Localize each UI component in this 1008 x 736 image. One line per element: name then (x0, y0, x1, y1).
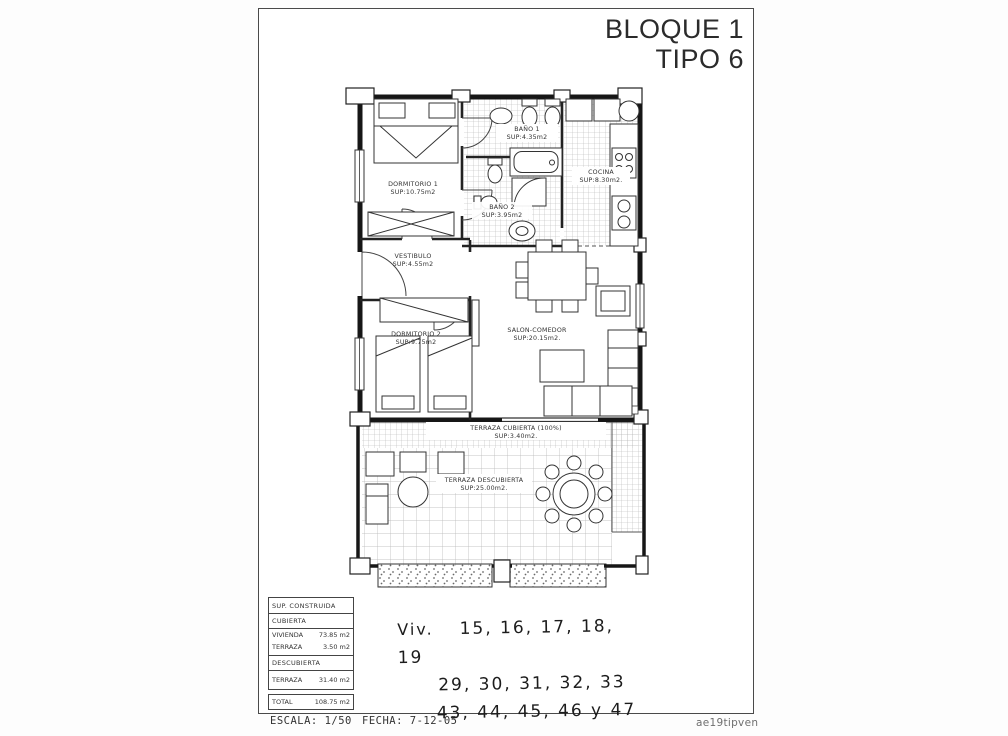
room-area-terraza-cubierta: SUP:3.40m2. (494, 433, 538, 440)
section-cubierta: CUBIERTA (269, 614, 353, 629)
table-total-row (268, 694, 354, 710)
room-label-bano1: BAÑO 1 (514, 126, 540, 133)
drawing-code: ae19tipven (696, 717, 759, 729)
room-area-dormitorio2: SUP:9.75m2 (395, 339, 437, 346)
notes-line-1: Viv. 15, 16, 17, 18, 19 (397, 616, 615, 669)
room-label-vestibulo: VESTIBULO (394, 253, 432, 260)
room-label-salon: SALON-COMEDOR (507, 327, 567, 334)
total-value: 108.75 m2 (314, 698, 350, 706)
row-label: VIVIENDA (272, 631, 304, 639)
bed-double-icon (374, 99, 458, 163)
section-descubierta: DESCUBIERTA (269, 656, 353, 671)
date-label: FECHA: 7-12-05 (362, 715, 458, 727)
room-label-dormitorio2: DORMITORIO 2 (391, 331, 441, 338)
row-label: TERRAZA (272, 643, 303, 651)
title-block (605, 14, 744, 74)
room-area-terraza-descubierta: SUP:25.00m2. (460, 485, 508, 492)
room-label-terraza-cubierta: TERRAZA CUBIERTA (100%) (470, 425, 562, 432)
total-label: TOTAL (272, 698, 293, 706)
room-area-vestibulo: SUP:4.55m2 (392, 261, 434, 268)
room-label-cocina: COCINA (588, 169, 614, 176)
room-area-bano2: SUP:3.95m2 (481, 212, 523, 219)
room-area-dormitorio1: SUP:10.75m2 (390, 189, 436, 196)
room-area-bano1: SUP:4.35m2 (506, 134, 548, 141)
title-tipo: TIPO 6 (655, 44, 744, 74)
notes-line-2: 29, 30, 31, 32, 33 (438, 672, 626, 696)
room-area-cocina: SUP:8.30m2. (579, 177, 623, 184)
notes-prefix: Viv. (397, 619, 434, 640)
room-area-salon: SUP:20.15m2. (513, 335, 561, 342)
row-value: 3.50 m2 (322, 643, 350, 651)
table-row (269, 671, 353, 689)
bedroom2-furniture (376, 298, 472, 412)
row-value: 73.85 m2 (318, 631, 350, 639)
row-label: TERRAZA (272, 676, 303, 684)
floor-plan (330, 80, 660, 595)
surface-area-table (268, 597, 354, 710)
table-row (269, 641, 353, 656)
handwritten-unit-numbers (397, 612, 639, 728)
surface-table-header: SUP. CONSTRUIDA (269, 598, 353, 614)
notes-line-3: 43, 44, 45, 46 y 47 (436, 699, 637, 724)
room-label-dormitorio1: DORMITORIO 1 (388, 181, 438, 188)
room-label-terraza-descubierta: TERRAZA DESCUBIERTA (444, 477, 524, 484)
room-label-bano2: BAÑO 2 (489, 204, 515, 211)
row-value: 31.40 m2 (318, 676, 350, 684)
title-bloque: BLOQUE 1 (604, 14, 744, 44)
scale-label: ESCALA: 1/50 (270, 715, 352, 727)
table-row (269, 629, 353, 641)
wardrobe-icon (368, 212, 454, 236)
